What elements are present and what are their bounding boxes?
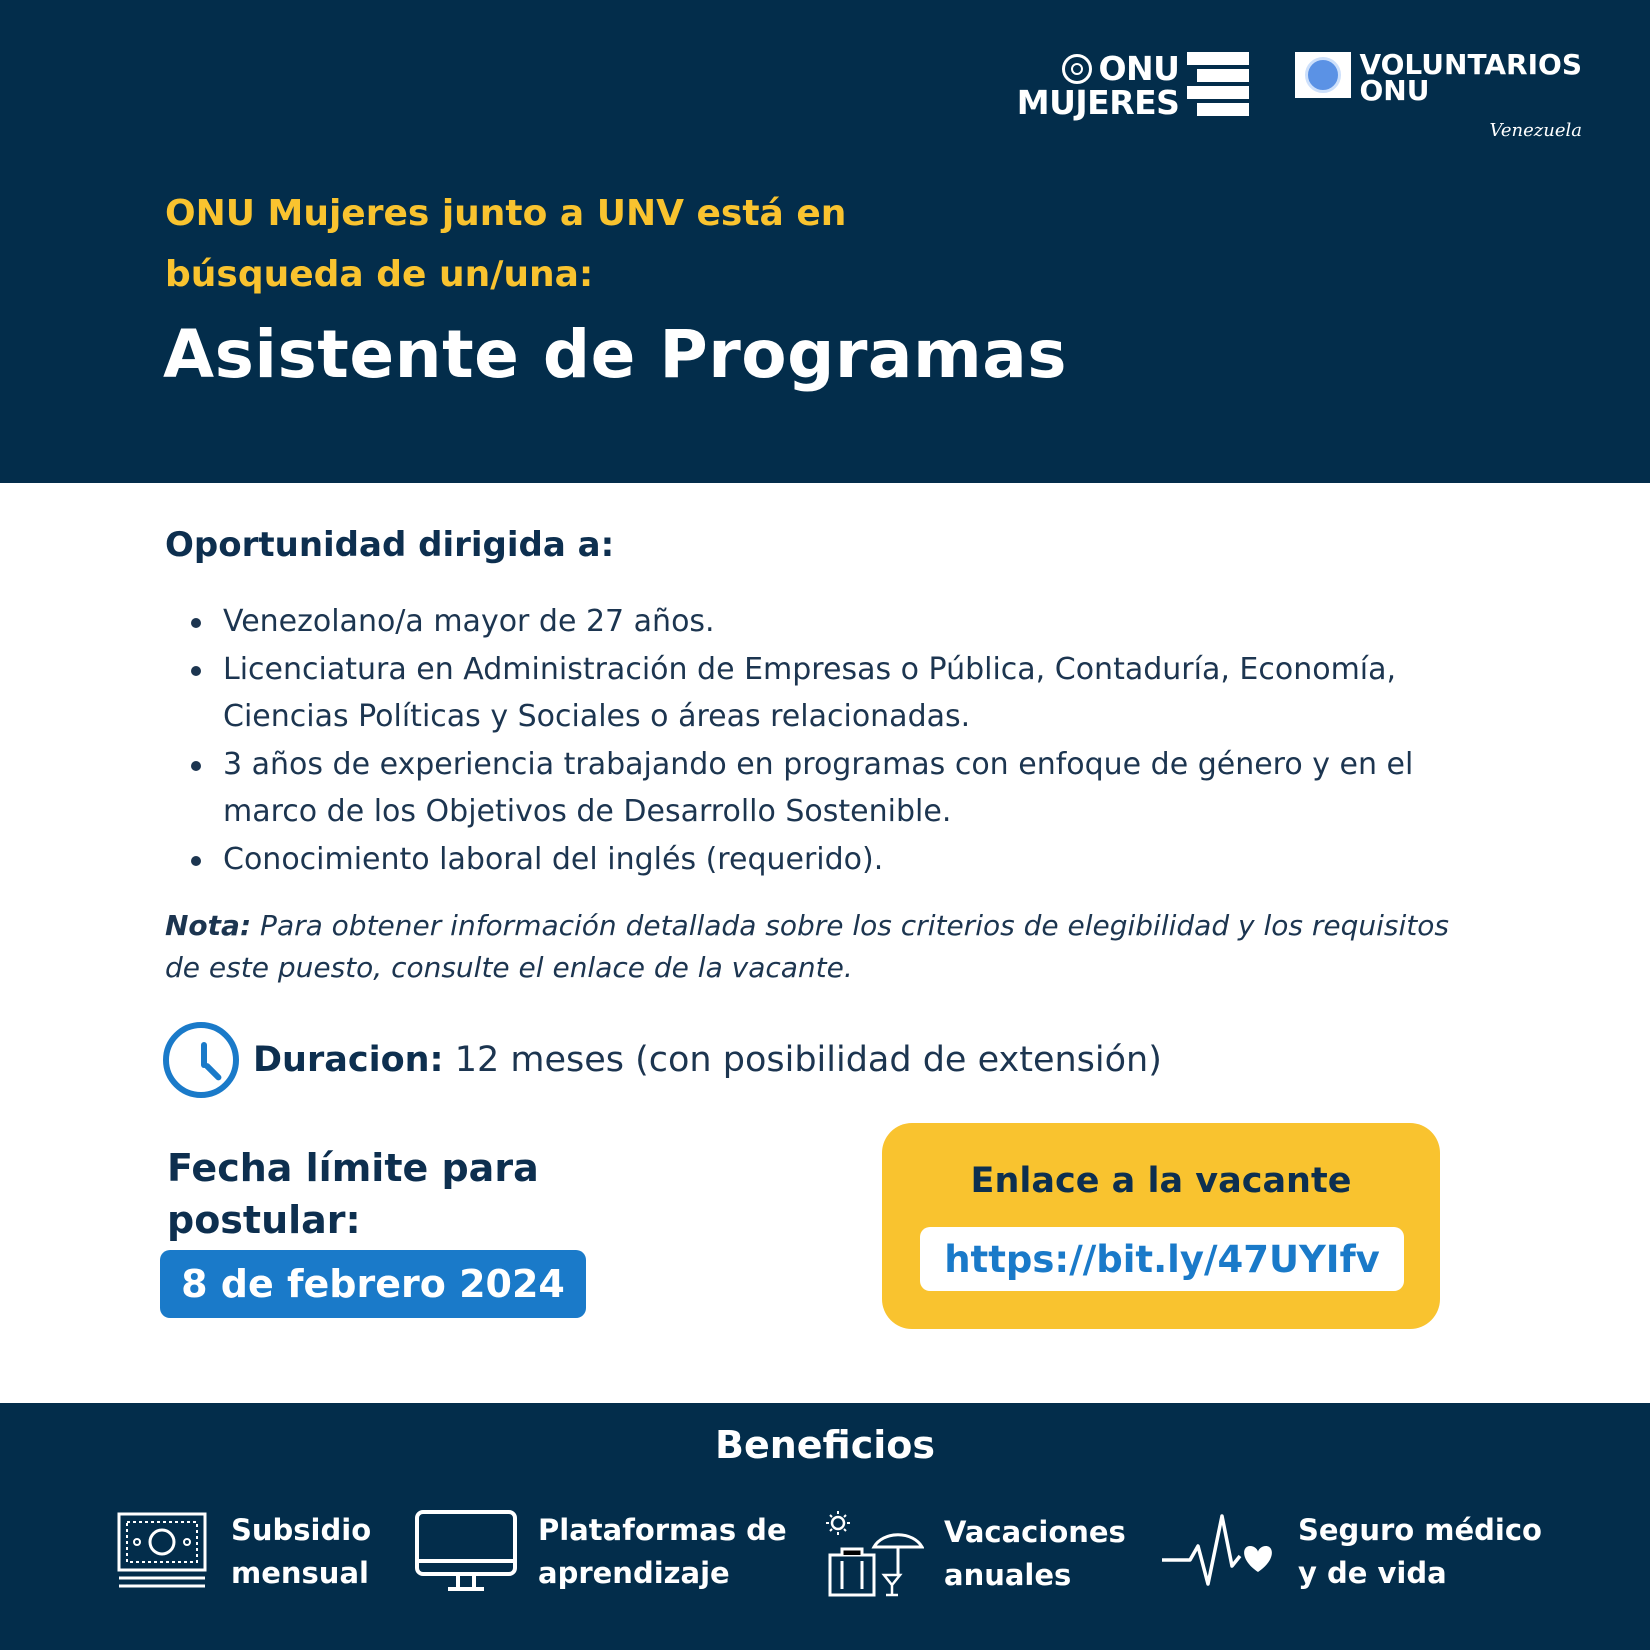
benefit-label: Plataformas de aprendizaje — [538, 1513, 787, 1590]
benefits-footer — [0, 1403, 1650, 1650]
voluntarios-line1: VOLUNTARIOS — [1359, 48, 1582, 81]
benefit-label: Subsidio mensual — [231, 1513, 372, 1590]
duration-row — [163, 1022, 1162, 1098]
benefit-plataformas — [414, 1509, 787, 1595]
list-item: Venezolano/a mayor de 27 años. — [185, 598, 1505, 646]
list-item: 3 años de experiencia trabajando en programas con enfoque de género y en el marco de los Objetivos de Desarrollo Sostenible. — [185, 741, 1505, 836]
benefit-vacaciones — [824, 1509, 1126, 1599]
mujeres-mark-icon — [1187, 52, 1249, 120]
benefits-title: Beneficios — [714, 1423, 935, 1467]
un-emblem-icon — [1062, 54, 1092, 84]
note-text: Para obtener información detallada sobre los criterios de elegibilidad y los requisitos de este puesto, consulte el enlace de la vacante. — [165, 909, 1449, 984]
deadline-date-badge: 8 de febrero 2024 — [160, 1250, 586, 1318]
voluntarios-onu-logo — [1295, 48, 1582, 141]
logos — [1016, 48, 1582, 141]
list-item: Conocimiento laboral del inglés (requerido). — [185, 836, 1505, 884]
vacancy-link[interactable]: https://bit.ly/47UYIfv — [920, 1227, 1404, 1291]
duration-value: 12 meses (con posibilidad de extensión) — [443, 1040, 1162, 1080]
clock-icon — [163, 1022, 239, 1098]
opportunity-heading: Oportunidad dirigida a: — [165, 525, 615, 565]
vacancy-title: Enlace a la vacante — [970, 1161, 1352, 1201]
deadline-label: Fecha límite para postular: — [167, 1146, 539, 1242]
note — [165, 905, 1465, 989]
benefit-label: Vacaciones anuales — [944, 1515, 1126, 1592]
onu-mujeres-logo — [1016, 49, 1250, 122]
onu-mujeres-line2: MUJERES — [1016, 83, 1180, 122]
onu-mujeres-line1: ONU — [1098, 49, 1180, 88]
benefit-label: Seguro médico y de vida — [1298, 1513, 1542, 1590]
header-banner — [0, 0, 1650, 483]
monitor-icon — [414, 1509, 518, 1595]
page-title: Asistente de Programas — [163, 316, 1068, 393]
voluntarios-line2: ONU — [1359, 74, 1430, 107]
list-item: Licenciatura en Administración de Empresas o Pública, Contaduría, Economía, Ciencias Políticas y Sociales o áreas relacionadas. — [185, 646, 1505, 741]
duration-label: Duracion: — [253, 1040, 444, 1080]
benefit-seguro — [1160, 1509, 1542, 1595]
header-subtitle: ONU Mujeres junto a UNV está en búsqueda de un/una: — [165, 193, 847, 295]
vacancy-card — [882, 1123, 1440, 1329]
note-label: Nota: — [165, 909, 252, 942]
benefit-subsidio — [115, 1509, 371, 1595]
un-globe-icon — [1295, 52, 1351, 98]
money-icon — [115, 1510, 211, 1594]
requirements-list — [185, 598, 1505, 883]
vacation-icon — [824, 1509, 924, 1599]
voluntarios-sub: Venezuela — [1489, 120, 1582, 141]
health-icon — [1160, 1510, 1278, 1594]
